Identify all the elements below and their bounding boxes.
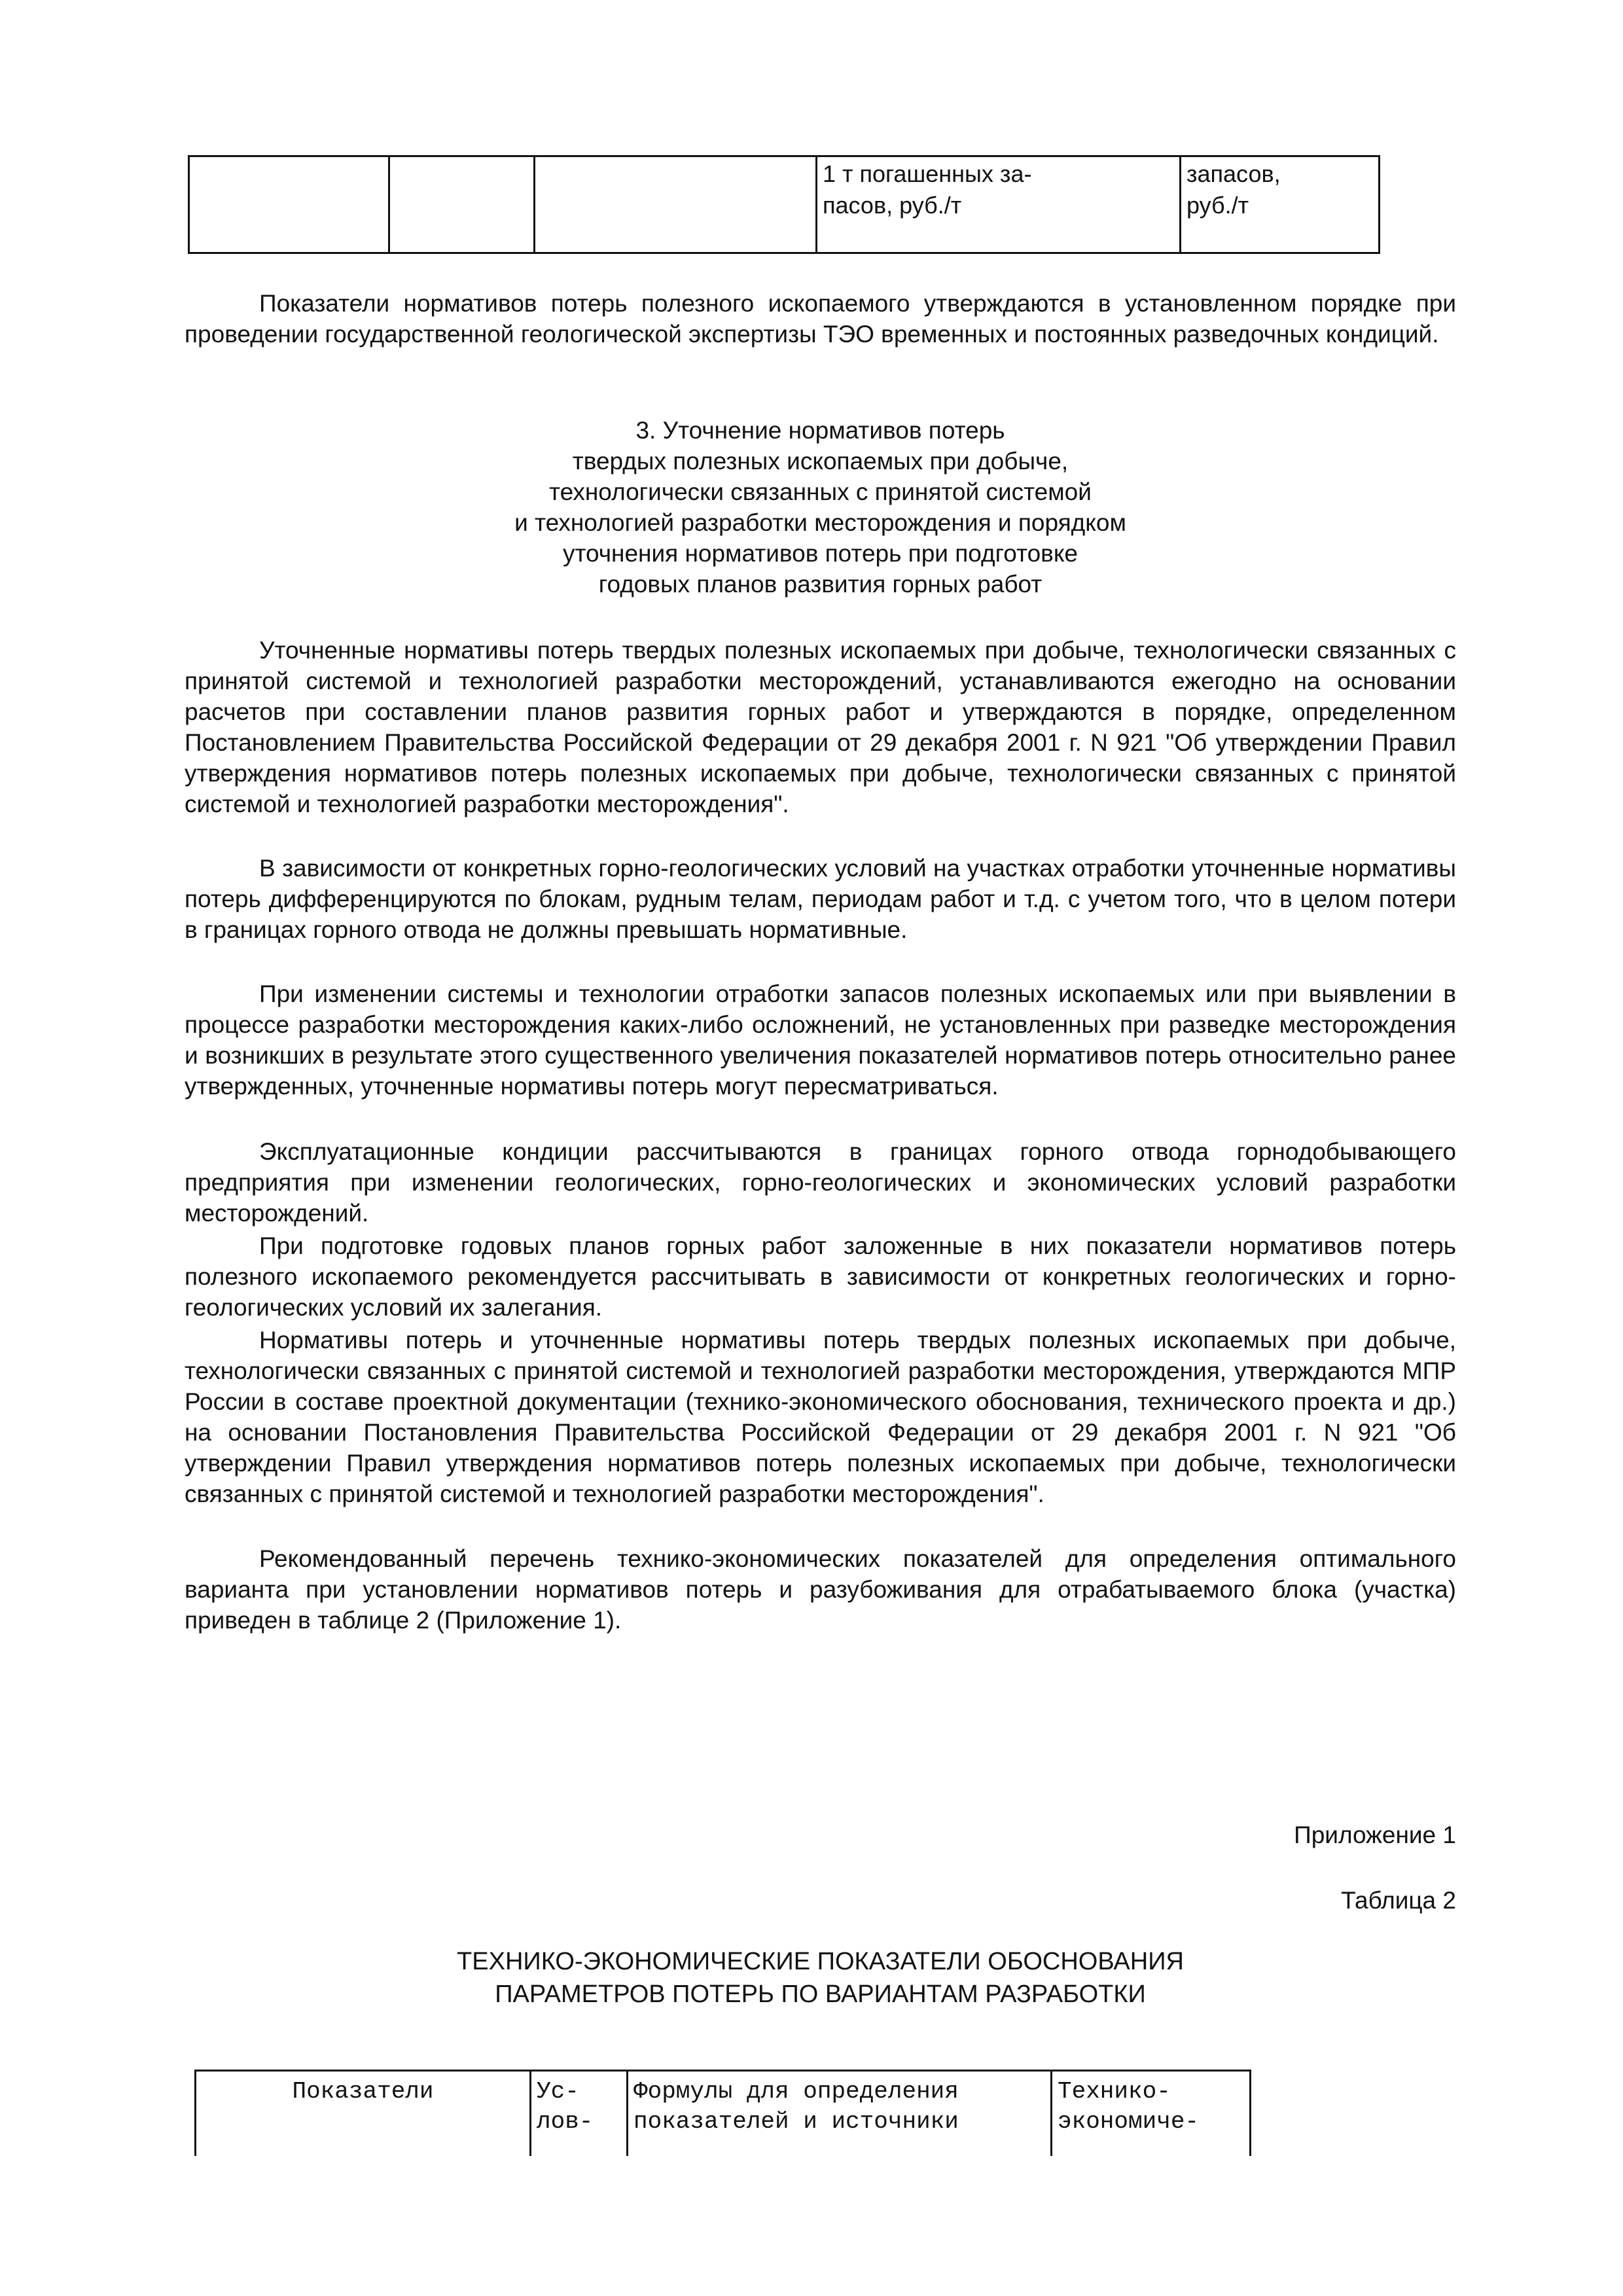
table-cell-empty [189,156,389,253]
header-text-line: лов- [537,2108,594,2135]
table-cell-empty [389,156,535,253]
paragraph-annual-plans: При подготовке годовых планов горных работ заложенные в них показатели нормативов потерь полезного ископаемого рекомендуется рассчитывать в зависимости от конкретных геологических и горно-геологических условий их залегания. [185,1232,1456,1321]
header-text-line: Технико- [1058,2078,1171,2105]
table-cell-reserves [1181,156,1380,253]
header-text: Показатели [292,2078,434,2105]
cell-text-line: 1 т погашенных за- [823,160,1032,187]
table-title-line: ПАРАМЕТРОВ ПОТЕРЬ ПО ВАРИАНТАМ РАЗРАБОТКИ [495,1981,1146,2008]
paragraph-dependency: В зависимости от конкретных горно-геологических условий на участках отработки уточненные нормативы потерь дифференцируются по блокам, рудным телам, периодам работ и т.д. с учетом того, что в целом потери в границах горного отвода не должны превышать нормативные. [185,855,1456,943]
section-heading-line: 3. Уточнение нормативов потерь [635,417,1005,444]
header-cell-indicators [196,2071,531,2156]
cell-text-line: пасов, руб./т [823,192,962,219]
header-cell-formulas [628,2071,1052,2156]
paragraph-conditions: Эксплуатационные кондиции рассчитываются в границах горного отвода горнодобывающего предприятия при изменении геологических, горно-геологических и экономических условий разработки месторождений. [185,1138,1456,1227]
header-cell-conditions [531,2071,628,2156]
cell-text-line: запасов, [1186,160,1281,187]
table-row [196,2071,1251,2156]
table-row [189,156,1380,253]
paragraph-recommended-list: Рекомендованный перечень технико-экономических показателей для определения оптимального варианта при установлении нормативов потерь и разубоживания для отрабатываемого блока (участка) приведен в таблице 2 (Приложение 1). [185,1545,1456,1634]
paragraph-refined-norms: Уточненные нормативы потерь твердых полезных ископаемых при добыче, технологически связанных с принятой системой и технологией разработки месторождений, устанавливаются ежегодно на основании расчетов при составлении планов развития горных работ и утверждаются в порядке, определенном Постановлением Правительства Российской Федерации от 29 декабря 2001 г. N 921 "Об утверждении Правил утверждения нормативов потерь полезных ископаемых при добыче, технологически связанных с принятой системой и технологией разработки месторождения". [185,637,1456,817]
table-title-line: ТЕХНИКО-ЭКОНОМИЧЕСКИЕ ПОКАЗАТЕЛИ ОБОСНОВАНИЯ [457,1948,1184,1975]
header-text-line: Формулы для определения [633,2078,959,2105]
section-heading-line: годовых планов развития горных работ [598,571,1043,598]
section-heading [185,415,1456,600]
top-table-fragment [188,155,1380,254]
table-cell-empty [535,156,817,253]
intro-paragraph: Показатели нормативов потерь полезного ископаемого утверждаются в установленном порядке при проведении государственной геологической экспертизы ТЭО временных и постоянных разведочных кондиций. [185,290,1456,348]
section-heading-line: твердых полезных ископаемых при добыче, [572,448,1069,475]
section-heading-line: уточнения нормативов потерь при подготовке [562,540,1079,567]
paragraph-revision: При изменении системы и технологии отработки запасов полезных ископаемых или при выявлении в процессе разработки месторождения каких-либо осложнений, не установленных при разведке месторождения и возникших в результате этого существенного увеличения показателей нормативов потерь относительно ранее утвержденных, уточненные нормативы потерь могут пересматриваться. [185,980,1456,1100]
table-cell-loss-cost [817,156,1181,253]
appendix-label: Приложение 1 [1294,1821,1456,1848]
section-heading-line: технологически связанных с принятой системой [549,478,1092,505]
header-text-line: экономиче- [1058,2108,1200,2135]
section-heading-line: и технологией разработки месторождения и порядком [514,509,1126,536]
indicators-table-header [194,2070,1251,2156]
table-title [185,1945,1456,2011]
header-text-line: Ус- [537,2078,579,2105]
cell-text-line: руб./т [1186,192,1249,219]
header-text-line: показателей и источники [633,2108,959,2135]
paragraph-approval: Нормативы потерь и уточненные нормативы потерь твердых полезных ископаемых при добыче, технологически связанных с принятой системой и технологией разработки месторождения, утверждаются МПР России в составе проектной документации (технико-экономического обоснования, технического проекта и др.) на основании Постановления Правительства Российской Федерации от 29 декабря 2001 г. N 921 "Об утверждении Правил утверждения нормативов потерь полезных ископаемых при добыче, технологически связанных с принятой системой и технологией разработки месторождения". [185,1327,1456,1507]
header-cell-technical-economic [1052,2071,1251,2156]
table-label: Таблица 2 [1341,1887,1456,1914]
